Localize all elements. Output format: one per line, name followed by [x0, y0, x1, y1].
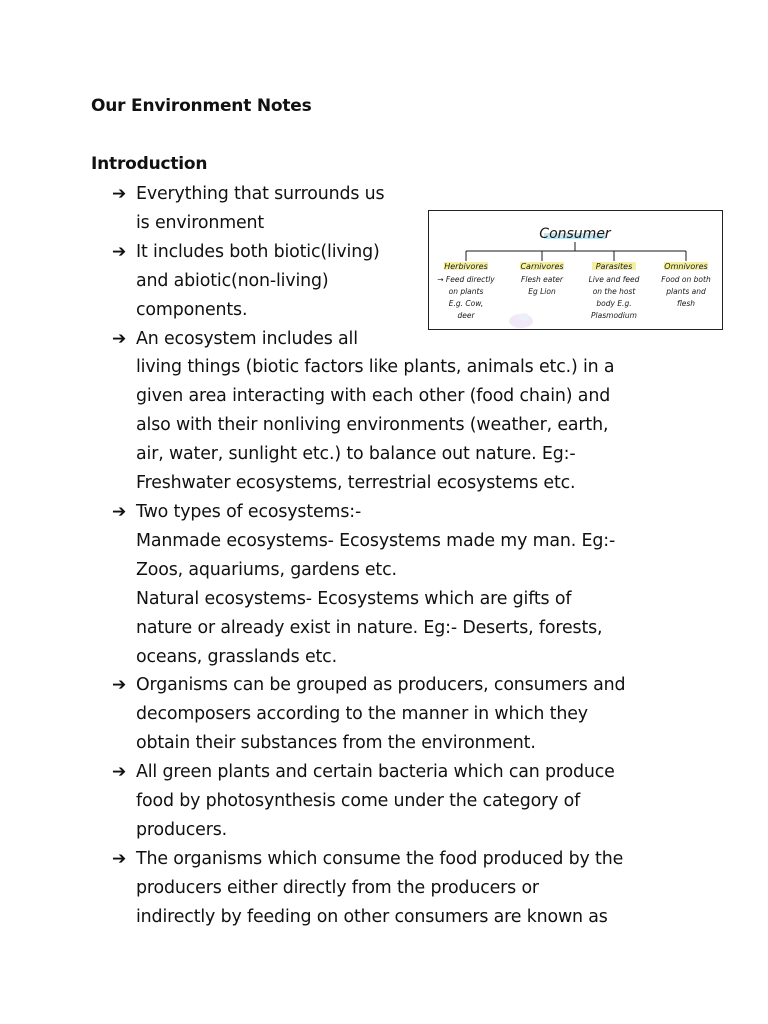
branch-description-line: body E.g.: [596, 299, 632, 308]
bullet-line: Zoos, aquariums, gardens etc.: [136, 559, 397, 580]
right-arrow-icon: ➔: [112, 762, 127, 783]
branch-label: Parasites: [595, 262, 633, 271]
bullet-line: living things (biotic factors like plants, animals etc.) in a: [136, 357, 615, 378]
document-title: Our Environment Notes: [91, 96, 312, 116]
right-arrow-icon: ➔: [112, 848, 127, 869]
right-arrow-icon: ➔: [112, 241, 127, 262]
bullet-line: air, water, sunlight etc.) to balance out nature. Eg:-: [136, 444, 576, 465]
bullet-line: nature or already exist in nature. Eg:- Deserts, forests,: [136, 617, 603, 638]
right-arrow-icon: ➔: [112, 328, 127, 349]
bullet-line: indirectly by feeding on other consumers are known as: [136, 906, 608, 927]
branch-description-line: flesh: [676, 299, 696, 308]
bullet-line: Everything that surrounds us: [136, 184, 385, 204]
bullet-line: producers either directly from the producers or: [136, 877, 539, 898]
consumer-diagram-svg: [429, 211, 724, 331]
bullet-line: food by photosynthesis come under the category of: [136, 791, 581, 812]
consumer-diagram: [428, 210, 723, 330]
bullet-line: also with their nonliving environments (weather, earth,: [136, 415, 609, 436]
section-heading-introduction: Introduction: [91, 154, 208, 174]
right-arrow-icon: ➔: [112, 184, 127, 204]
bullet-item: [112, 671, 672, 758]
branch-description-line: Food on both: [661, 275, 711, 284]
bullet-line: components.: [136, 299, 248, 320]
watermark-shape-icon: [509, 313, 533, 328]
diagram-root-label: Consumer: [539, 226, 611, 242]
bullet-line: An ecosystem includes all: [136, 328, 358, 349]
bullet-line: oceans, grasslands etc.: [136, 646, 337, 667]
branch-description-line: → Feed directly: [437, 275, 495, 284]
bullet-line: is environment: [136, 212, 265, 233]
bullet-line: The organisms which consume the food produced by the: [136, 848, 624, 869]
branch-description-line: on the host: [592, 287, 636, 296]
bullet-line: Freshwater ecosystems, terrestrial ecosystems etc.: [136, 473, 576, 494]
branch-description-line: Eg Lion: [528, 287, 556, 296]
branch-description-line: Plasmodium: [591, 311, 637, 320]
bullet-line: decomposers according to the manner in which they: [136, 704, 588, 725]
bullet-line: obtain their substances from the environment.: [136, 733, 536, 754]
diagram-branches: [437, 262, 711, 320]
branch-description-line: plants and: [666, 287, 706, 296]
bullet-line: All green plants and certain bacteria which can produce: [136, 762, 615, 783]
bullet-item: [112, 845, 672, 932]
bullet-line: It includes both biotic(living): [136, 241, 380, 262]
bullet-item: [112, 758, 672, 845]
branch-label: Herbivores: [444, 262, 488, 271]
bullet-line: Natural ecosystems- Ecosystems which are gifts of: [136, 588, 572, 609]
right-arrow-icon: ➔: [112, 675, 127, 696]
branch-description-line: deer: [457, 311, 475, 320]
bullet-item: [112, 498, 672, 671]
bullet-line: Manmade ecosystems- Ecosystems made my man. Eg:-: [136, 530, 616, 551]
bullet-line: and abiotic(non-living): [136, 270, 329, 291]
bullet-line: given area interacting with each other (food chain) and: [136, 386, 611, 407]
bullet-line: producers.: [136, 819, 228, 840]
branch-label: Carnivores: [520, 262, 564, 271]
right-arrow-icon: ➔: [112, 501, 127, 522]
bullet-item: [112, 325, 672, 498]
branch-label: Omnivores: [664, 262, 708, 271]
diagram-connectors: [466, 242, 686, 261]
branch-description-line: on plants: [448, 287, 484, 296]
branch-description-line: Live and feed: [588, 275, 640, 284]
branch-description-line: E.g. Cow,: [448, 299, 484, 308]
branch-description-line: Flesh eater: [521, 275, 563, 284]
bullet-line: Organisms can be grouped as producers, consumers and: [136, 675, 626, 696]
bullet-line: Two types of ecosystems:-: [136, 501, 362, 522]
